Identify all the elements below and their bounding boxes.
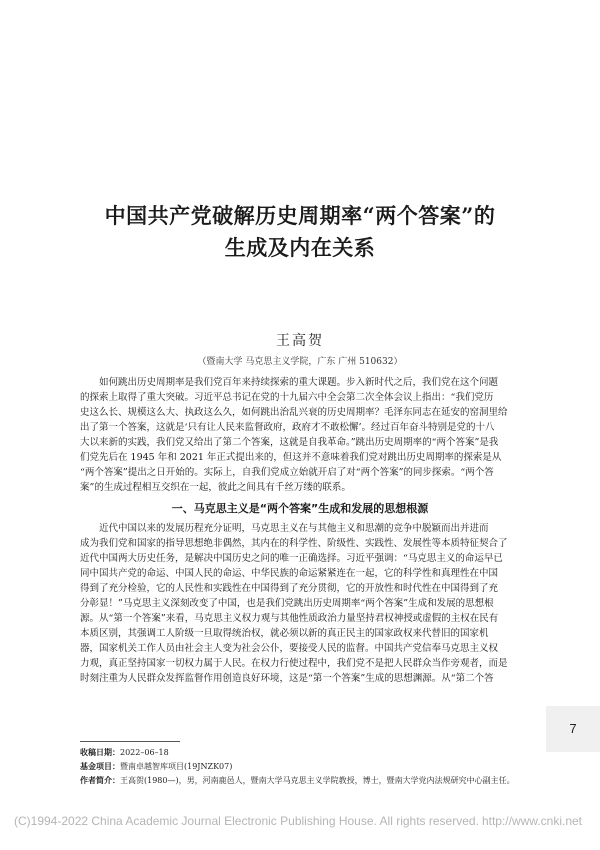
text-line: 史这么长、规模这么大、执政这么久，如何跳出治乱兴衰的历史周期率？毛泽东同志在延安的窑洞里给: [80, 407, 508, 418]
text-line: 成为我们党和国家的指导思想绝非偶然，其内在的科学性、阶级性、实践性、发展性等本质特征契合了: [80, 538, 508, 549]
text-line: 的探索上取得了重大突破。习近平总书记在党的十九届六中全会第二次全体会议上指出：“我们党历: [80, 392, 494, 403]
title-line-2: 生成及内在关系: [224, 235, 376, 260]
text-line: “两个答案”提出之日开始的。实际上，自我们党成立始就开启了对“两个答案”的同步探索。“两个答: [80, 467, 494, 478]
text-line: 如何跳出历史周期率是我们党百年来持续探索的重大课题。步入新时代之后，我们党在这个问题: [99, 377, 499, 388]
text-line: 们党先后在 1945 年和 2021 年正式提出来的，但这并不意味着我们党对跳出历史周期率的探索是从: [80, 452, 502, 463]
section-heading: 一、马克思主义是“两个答案”生成和发展的思想根源: [171, 502, 429, 515]
text-line: 力观，真正坚持国家一切权力属于人民。在权力行使过程中，我们党不是把人民群众当作旁观者，而是: [80, 658, 508, 669]
website-link[interactable]: http://www.cnki.net: [481, 814, 582, 828]
text-line: 本质区别，其强调工人阶级一旦取得统治权，就必须以新的真正民主的国家政权来代替旧的国家机: [80, 628, 489, 639]
page-number: 7: [546, 706, 600, 752]
article-title: [50, 200, 550, 264]
text-line: 出了第一个答案，这就是‘只有让人民来监督政府，政府才不敢松懈’。经过百年奋斗特别是党的十八: [80, 422, 495, 433]
text-line: 时刻注重为人民群众发挥监督作用创造良好环境，这是“第一个答案”生成的思想渊源。从“第二个答: [80, 673, 494, 684]
footnote-fund: [80, 760, 540, 774]
text-line: 得到了充分检验，它的人民性和实践性在中国得到了充分贯彻，它的开放性和时代性在中国得到了充: [80, 583, 499, 594]
text-line: 同中国共产党的命运、中国人民的命运、中华民族的命运紧紧连在一起，它的科学性和真理性在中国: [80, 568, 499, 579]
text-line: 源。从“第一个答案”来看，马克思主义权力观与其他性质政治力量坚持君权神授或虚假的主权在民有: [80, 613, 499, 624]
text-line: 近代中国以来的发展历程充分证明，马克思主义在与其他主义和思潮的竞争中脱颖而出并进而: [99, 523, 489, 534]
author-bio-value: 王高贺(1980—)，男，河南鹿邑人，暨南大学马克思主义学院教授，博士，暨南大学党内法规研究中心副主任。: [120, 776, 515, 785]
title-line-1: 中国共产党破解历史周期率“两个答案”的: [104, 203, 496, 228]
text-line: 分彰显！”马克思主义深刻改变了中国，也是我们党跳出历史周期率“两个答案”生成和发展的思想根: [80, 598, 494, 609]
text-line: 器，国家机关工作人员由社会主人变为社会公仆，要接受人民的监督。中国共产党信奉马克思主义权: [80, 643, 499, 654]
footnotes: [80, 746, 540, 788]
author-affiliation: （暨南大学 马克思主义学院，广东 广州 510632）: [197, 357, 403, 367]
fund-value: 暨南卓越智库项目(19JNZK07): [120, 762, 233, 771]
intro-paragraph: [80, 375, 520, 495]
text-line: 大以来新的实践，我们党又给出了第二个答案，这就是自我革命。”跳出历史周期率的“两个答案”是我: [80, 437, 499, 448]
footnote-received: [80, 746, 540, 760]
footnote-divider: [80, 741, 180, 742]
copyright-notice: (C)1994-2022 China Academic Journal Electronic Publishing House. All rights reserved.: [14, 814, 479, 828]
text-line: 近代中国两大历史任务，是解决中国历史之问的唯一正确选择。习近平强调：“马克思主义的命运早已: [80, 553, 503, 564]
received-value: 2022–06–18: [120, 748, 169, 757]
fund-label: 基金项目：: [80, 762, 120, 771]
author-bio-label: 作者简介：: [80, 776, 120, 785]
text-line: 案”的生成过程相互交织在一起，彼此之间具有千丝万缕的联系。: [80, 482, 351, 493]
footnote-author: [80, 774, 540, 788]
body-paragraph: [80, 521, 520, 686]
received-label: 收稿日期：: [80, 748, 120, 757]
author-name: 王高贺: [276, 333, 324, 349]
